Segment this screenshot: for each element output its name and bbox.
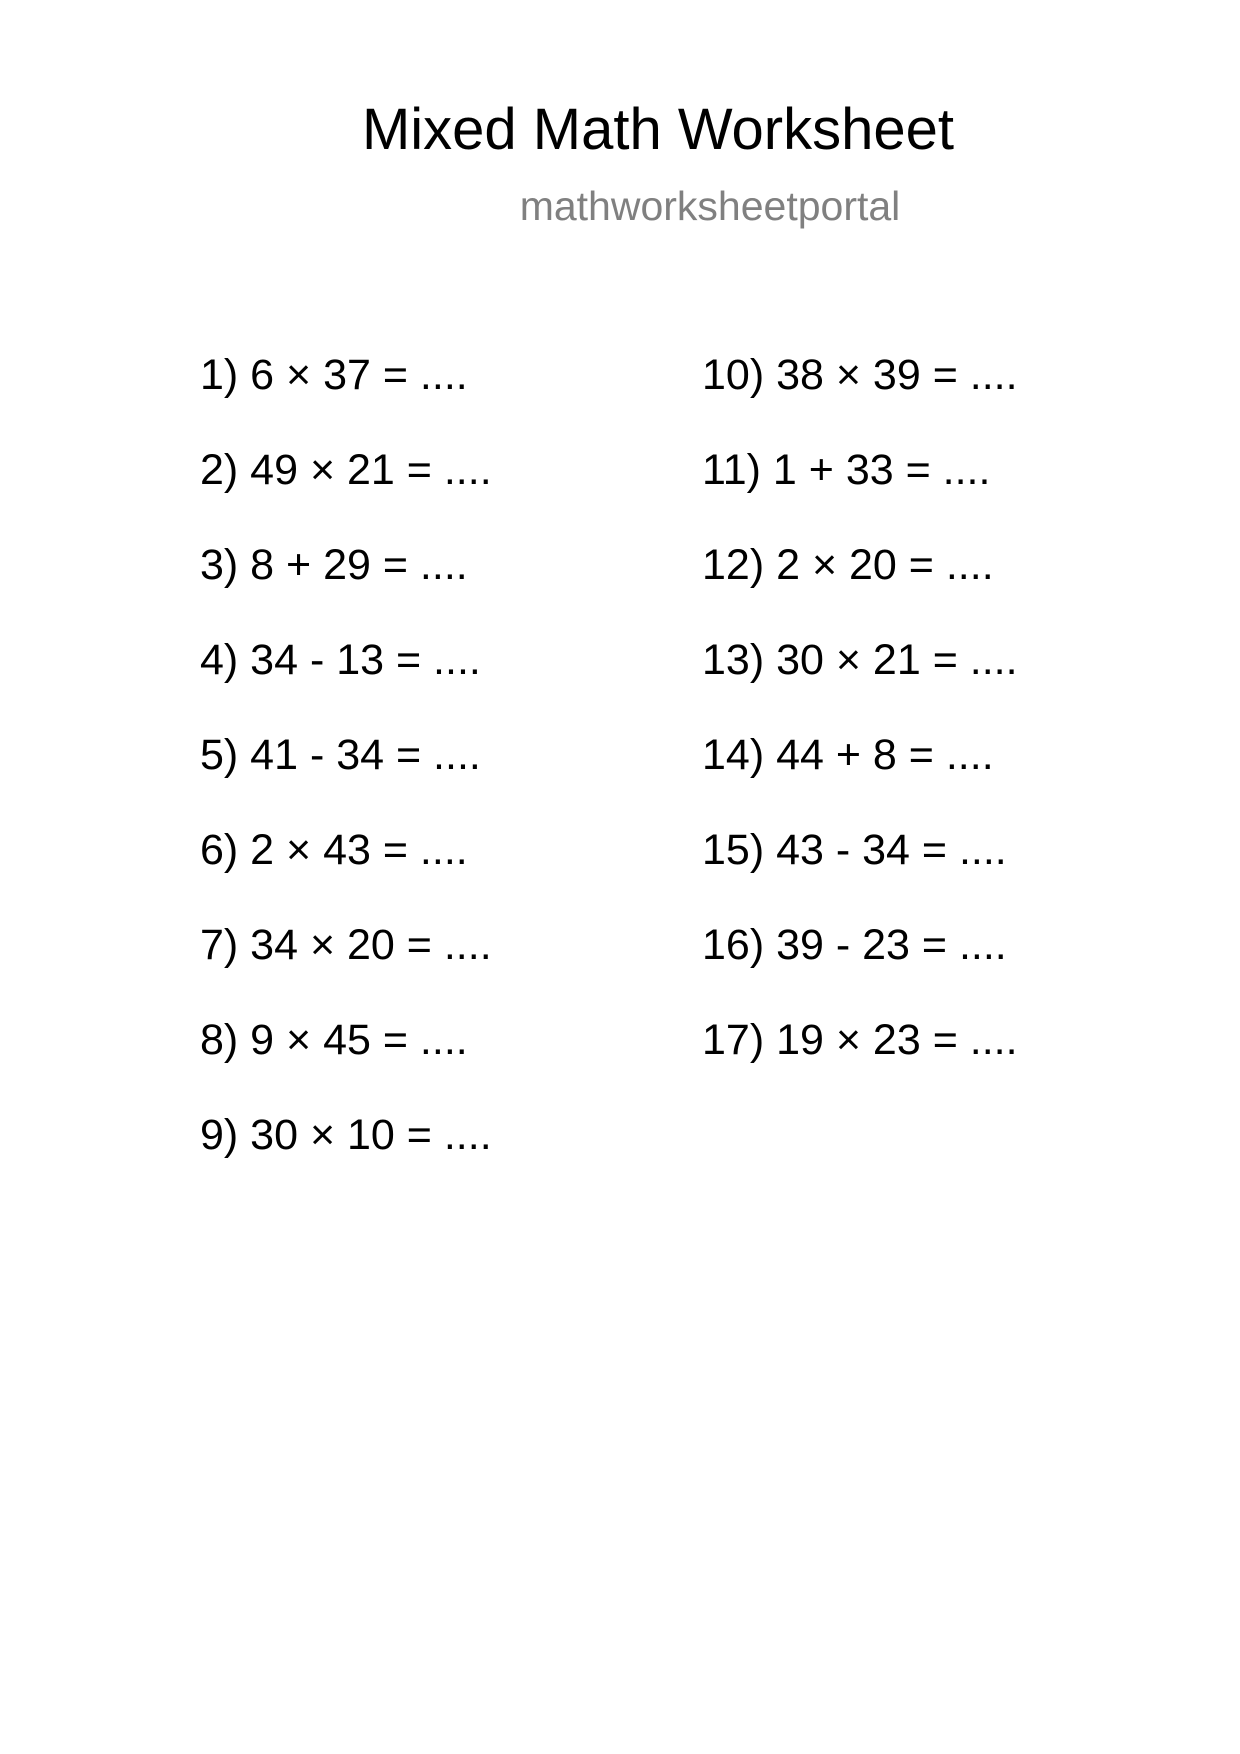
problem-column-left [200,348,680,1203]
problem-item: 3) 8 + 29 = .... [200,541,468,589]
problem-item: 4) 34 - 13 = .... [200,636,481,684]
problem-item: 8) 9 × 45 = .... [200,1016,468,1064]
page-subtitle: mathworksheetportal [519,183,901,229]
problem-item: 2) 49 × 21 = .... [200,446,492,494]
problem-column-right [702,348,1182,1108]
page-title: Mixed Math Worksheet [361,97,955,162]
problem-item: 12) 2 × 20 = .... [702,541,994,589]
problem-item: 10) 38 × 39 = .... [702,351,1018,399]
problem-item: 15) 43 - 34 = .... [702,826,1007,874]
problem-item: 7) 34 × 20 = .... [200,921,492,969]
problem-item: 17) 19 × 23 = .... [702,1016,1018,1064]
problem-item: 13) 30 × 21 = .... [702,636,1018,684]
problem-item: 16) 39 - 23 = .... [702,921,1007,969]
problem-item: 14) 44 + 8 = .... [702,731,994,779]
problem-item: 5) 41 - 34 = .... [200,731,481,779]
problem-item: 11) 1 + 33 = .... [702,446,991,494]
problem-item: 9) 30 × 10 = .... [200,1111,492,1159]
problem-item: 6) 2 × 43 = .... [200,826,468,874]
problem-item: 1) 6 × 37 = .... [200,351,468,399]
